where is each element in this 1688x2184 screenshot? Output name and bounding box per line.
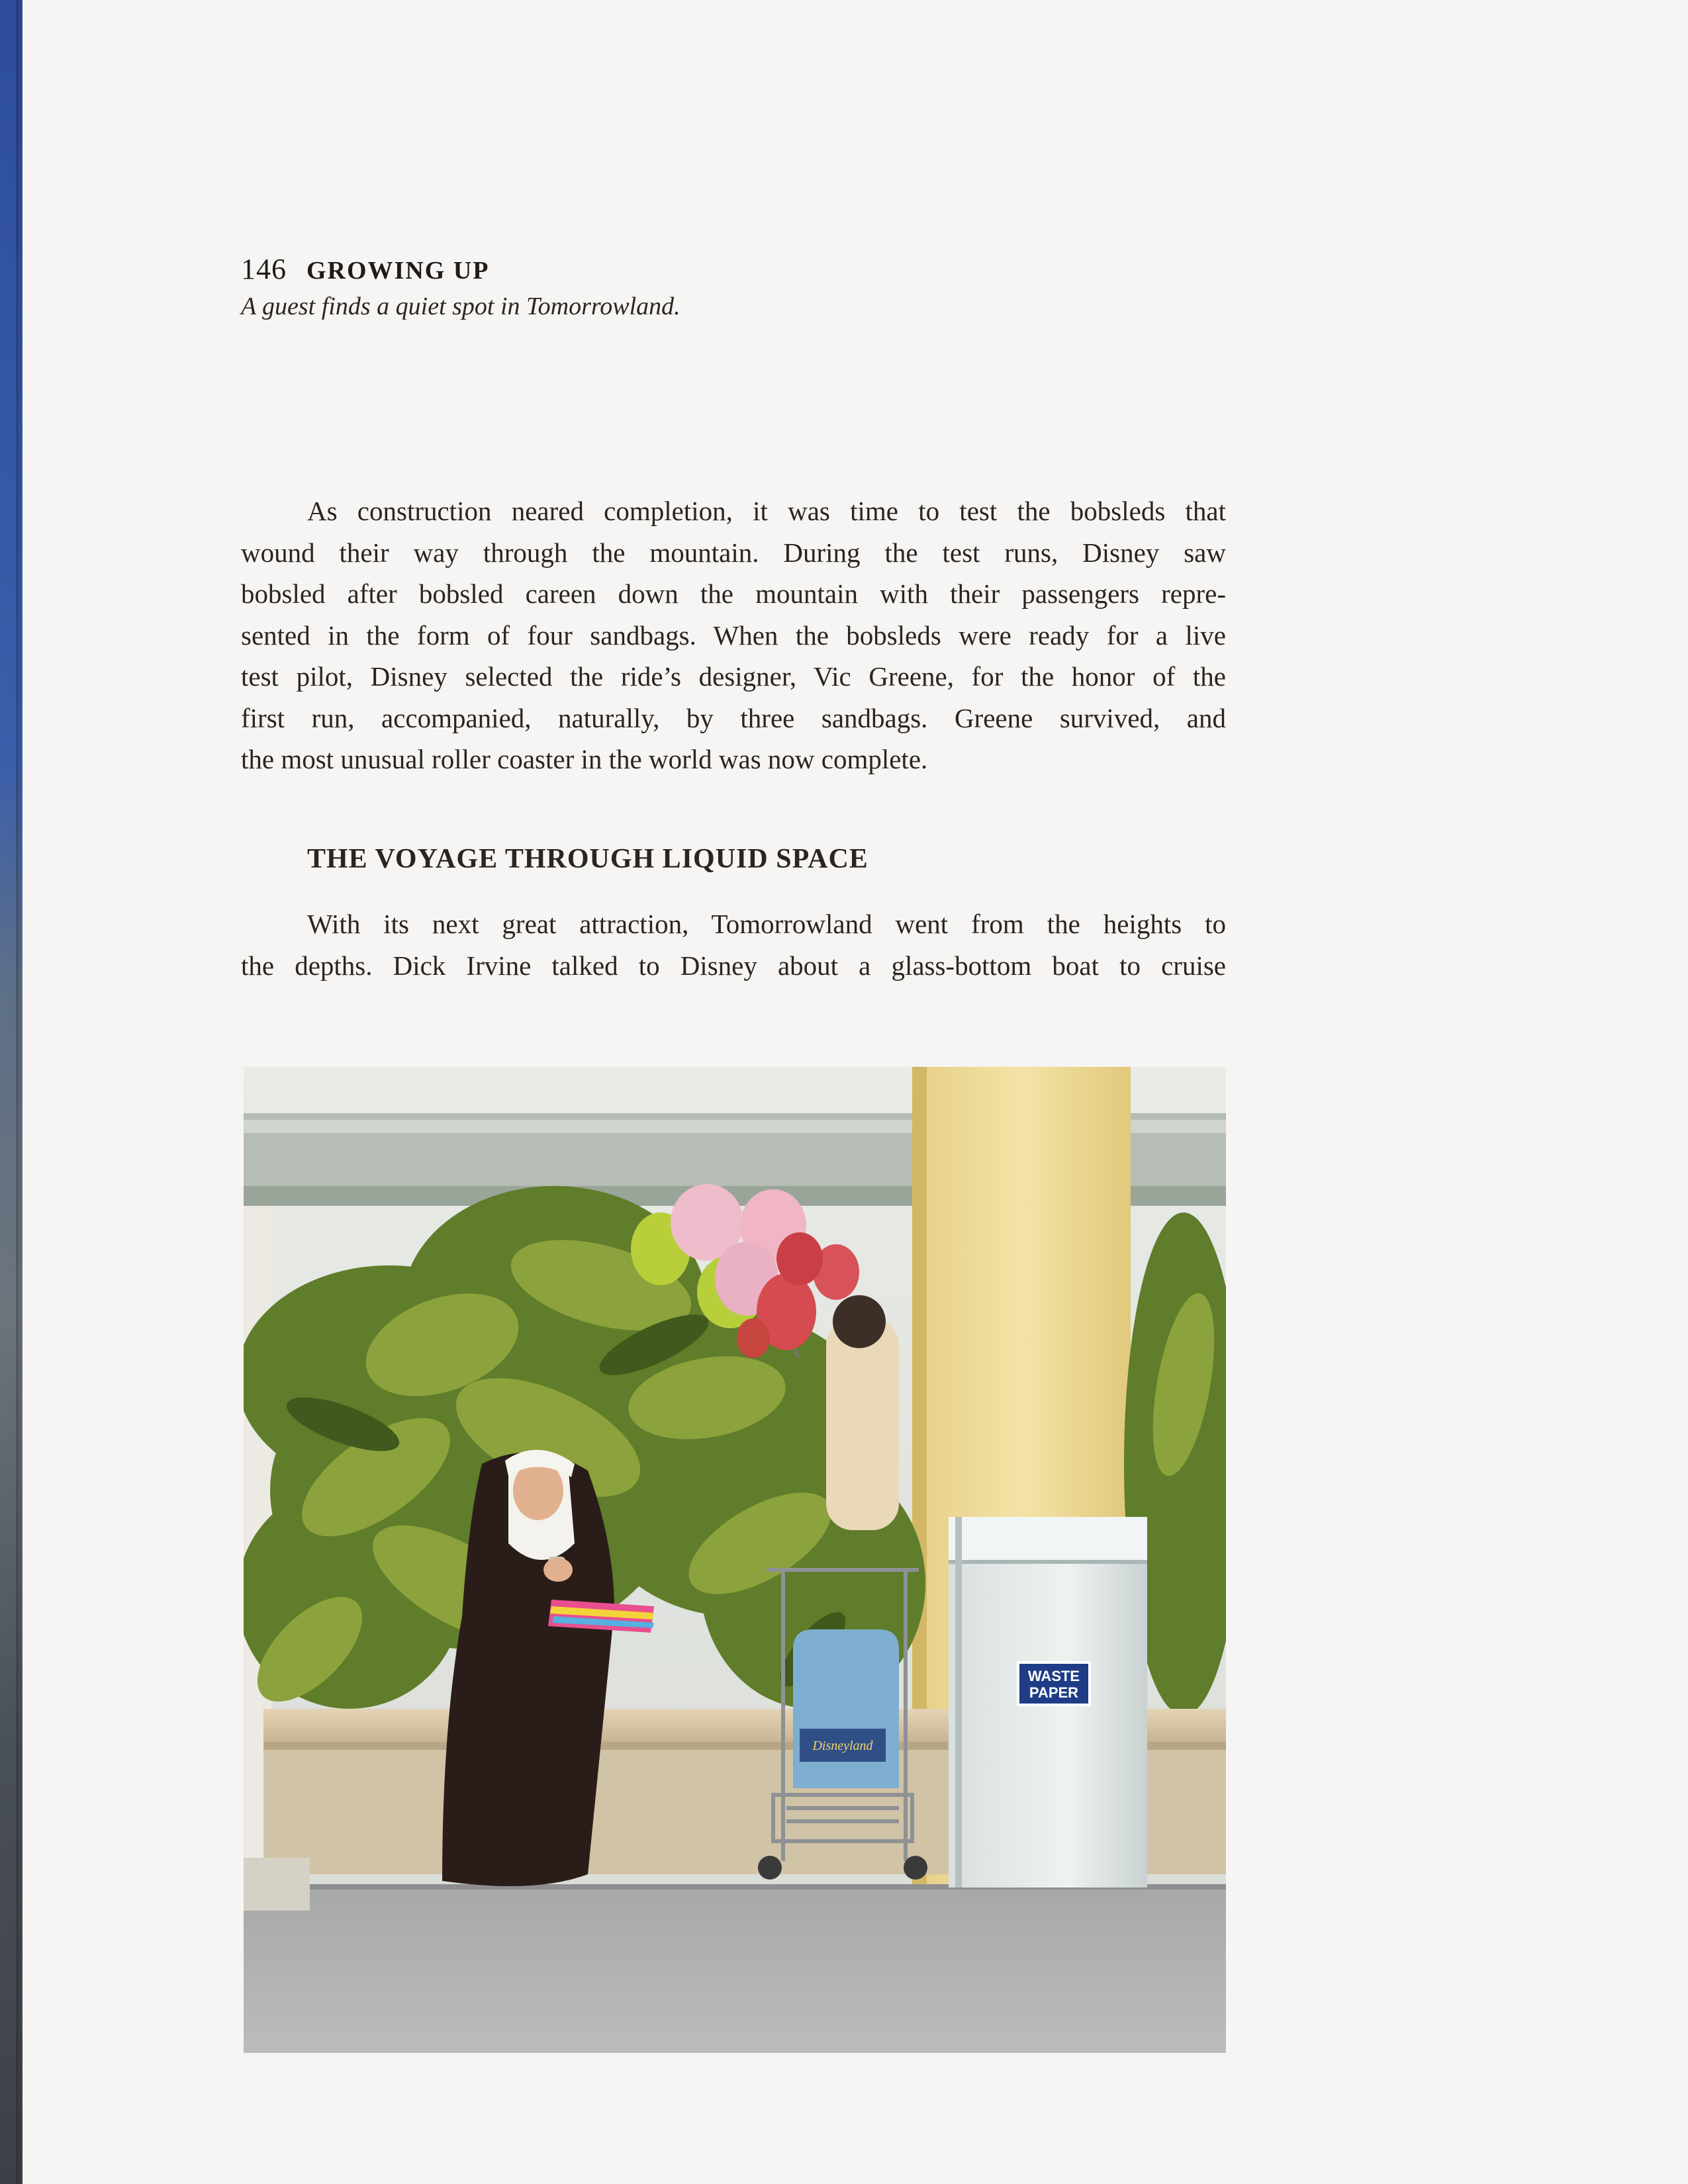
text-line: With its next great attraction, Tomorrowland went from the heights to: [307, 909, 1226, 939]
photo-caption: A guest finds a quiet spot in Tomorrowland.: [241, 293, 680, 320]
text-line: first run, accompanied, naturally, by three sandbags. Greene survived, and: [241, 702, 1226, 733]
text-line: sented in the form of four sandbags. When the bobsleds were ready for a live: [241, 619, 1226, 651]
bin-label-paper: PAPER: [1029, 1684, 1079, 1701]
stroller-brand-text: Disneyland: [812, 1739, 873, 1753]
text-line: bobsled after bobsled careen down the mountain with their passengers repre-: [241, 578, 1226, 609]
page-number: 146: [241, 253, 287, 285]
bin-label-waste: WASTE: [1027, 1668, 1080, 1684]
book-spine-edge: [0, 0, 23, 2184]
text-line: test pilot, Disney selected the ride’s designer, Vic Greene, for the honor of the: [241, 661, 1226, 692]
paragraph-construction: [241, 490, 1226, 780]
running-head: [241, 246, 490, 294]
section-heading: THE VOYAGE THROUGH LIQUID SPACE: [307, 844, 868, 874]
text-line: As construction neared completion, it was time to test the bobsleds that: [307, 496, 1226, 526]
text-line: the depths. Dick Irvine talked to Disney about a glass-bottom boat to cruise: [241, 950, 1226, 981]
paragraph-voyage: [241, 903, 1226, 986]
text-line: the most unusual roller coaster in the world was now complete.: [241, 744, 928, 774]
running-title: GROWING UP: [306, 257, 490, 285]
photo-nun-tomorrowland: [244, 1067, 1226, 2053]
text-line: wound their way through the mountain. During the test runs, Disney saw: [241, 537, 1226, 568]
